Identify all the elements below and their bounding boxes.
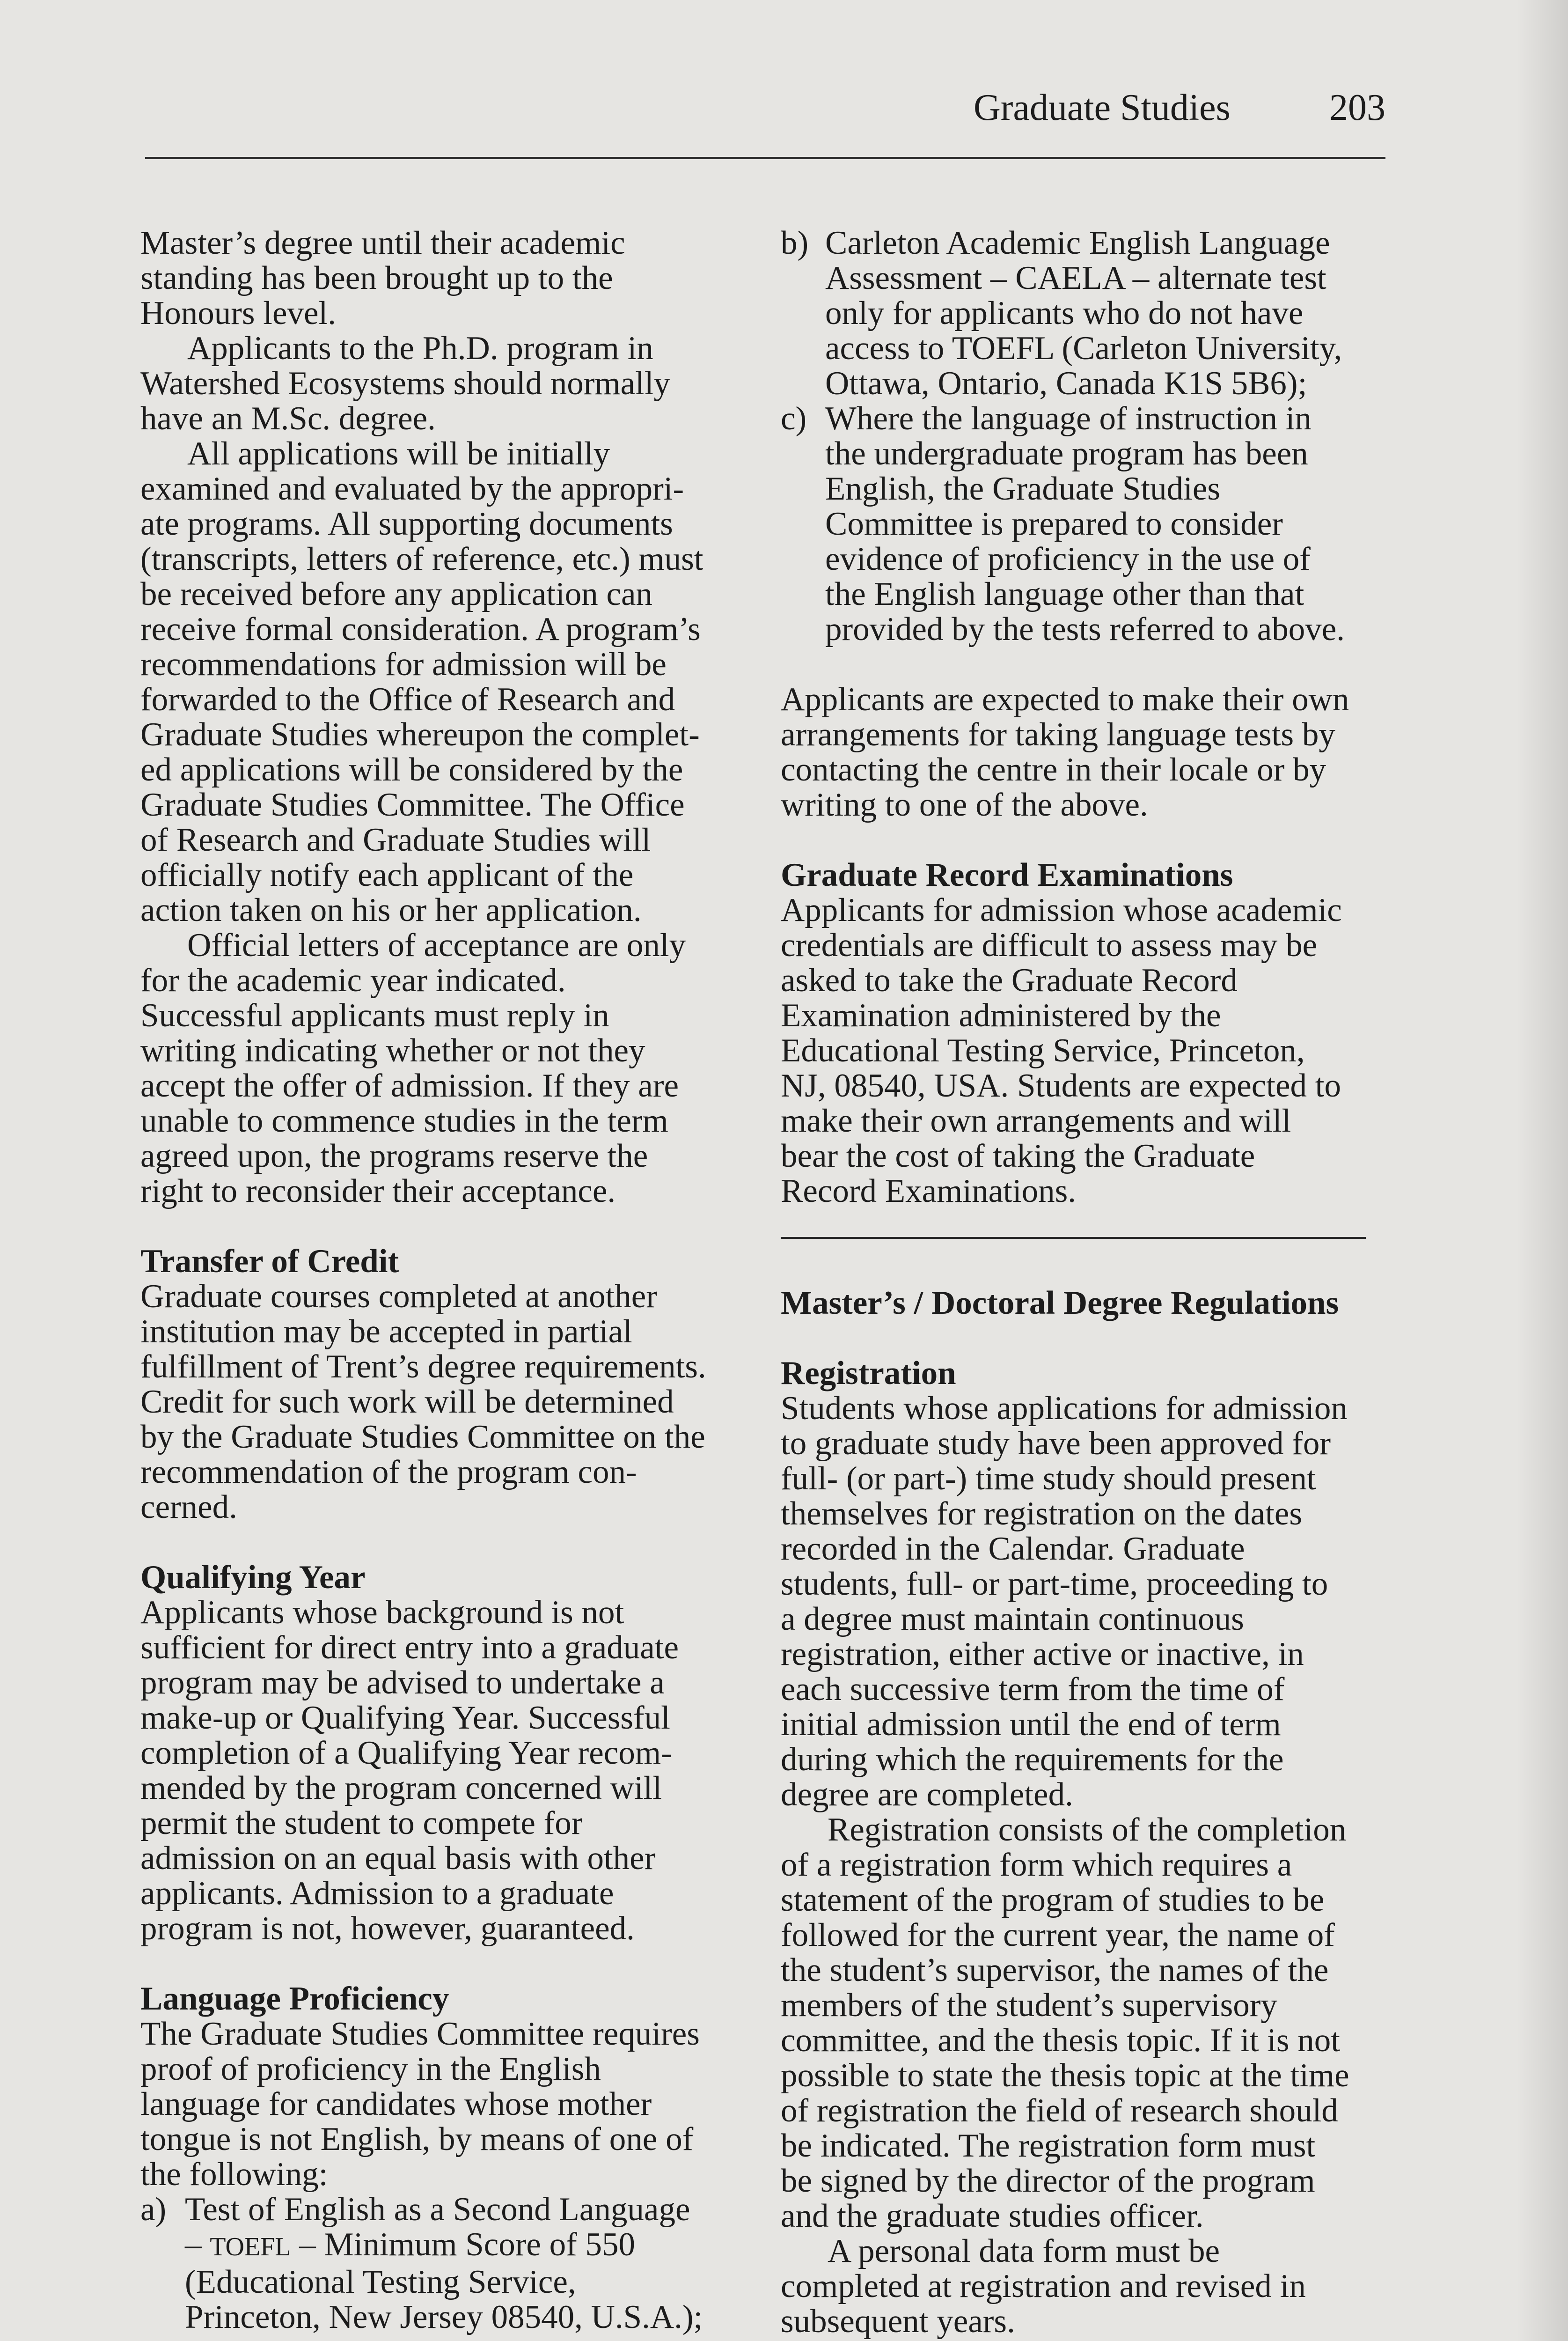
text-line: English, the Graduate Studies [825, 471, 1220, 507]
text-line: degree are completed. [781, 1776, 1073, 1813]
text-line: admission on an equal basis with other [140, 1840, 656, 1877]
left-column [140, 226, 725, 2335]
text-line: NJ, 08540, USA. Students are expected to [781, 1067, 1341, 1104]
text-line: only for applicants who do not have [825, 295, 1304, 331]
text-line: completed at registration and revised in [781, 2268, 1306, 2304]
text-line: forwarded to the Office of Research and [140, 681, 675, 718]
text-line: a degree must maintain continuous [781, 1601, 1244, 1637]
text-line: Master’s degree until their academic [140, 225, 625, 261]
personal-data-paragraph [781, 2234, 1389, 2339]
heading-qualifying-year: Qualifying Year [140, 1559, 366, 1596]
text-line: initial admission until the end of term [781, 1706, 1281, 1743]
text-line: be signed by the director of the program [781, 2163, 1315, 2199]
phd-paragraph [140, 331, 725, 436]
header-section-title: Graduate Studies [974, 87, 1231, 128]
list-marker: a) [140, 2191, 167, 2228]
list-marker: c) [781, 400, 807, 437]
admission-paragraph [140, 226, 725, 331]
text-line: Graduate courses completed at another [140, 1278, 657, 1315]
text-line: possible to state the thesis topic at the time [781, 2057, 1349, 2094]
text-line: Watershed Ecosystems should normally [140, 365, 671, 402]
text-line: full- (or part-) time study should present [781, 1460, 1316, 1497]
registration-paragraph [781, 1391, 1389, 1812]
text-line: tongue is not English, by means of one of [140, 2121, 694, 2157]
page-number: 203 [1329, 87, 1385, 128]
text-line: writing indicating whether or not they [140, 1032, 645, 1069]
text-line: The Graduate Studies Committee requires [140, 2016, 700, 2052]
evaluation-paragraph [140, 436, 725, 928]
text-line: Test of English as a Second Language [185, 2191, 690, 2228]
heading-language-proficiency: Language Proficiency [140, 1980, 449, 2017]
text-line: institution may be accepted in partial [140, 1313, 632, 1350]
text-line: subsequent years. [781, 2303, 1015, 2340]
text-line: Applicants to the Ph.D. program in [187, 330, 653, 367]
text-line: Committee is prepared to consider [825, 506, 1283, 542]
qualifying-paragraph [140, 1595, 725, 1946]
running-header [974, 84, 1385, 131]
text-line: the following: [140, 2156, 328, 2193]
text-line: Successful applicants must reply in [140, 997, 609, 1034]
text-line: applicants. Admission to a graduate [140, 1875, 614, 1912]
text-line: the student’s supervisor, the names of the [781, 1952, 1329, 1988]
text-line: asked to take the Graduate Record [781, 962, 1238, 999]
text-line: right to reconsider their acceptance. [140, 1173, 616, 1209]
text-line: provided by the tests referred to above. [825, 611, 1345, 648]
header-rule [145, 157, 1385, 159]
text-line: standing has been brought up to the [140, 260, 613, 296]
text-line: proof of proficiency in the English [140, 2051, 601, 2087]
list-marker: b) [781, 225, 809, 261]
page-edge-shadow [1517, 0, 1568, 2341]
text-line: (transcripts, letters of reference, etc.) must [140, 541, 703, 577]
text-line: ate programs. All supporting documents [140, 506, 673, 542]
text-line: Official letters of acceptance are only [187, 927, 686, 964]
text-line: for the academic year indicated. [140, 962, 566, 999]
heading-masters-doctoral-regulations: Master’s / Doctoral Degree Regulations [781, 1285, 1339, 1321]
text-line: to graduate study have been approved for [781, 1425, 1331, 1462]
text-line: Graduate Studies Committee. The Office [140, 787, 685, 823]
list-item [781, 401, 1389, 647]
text-line: receive formal consideration. A program’s [140, 611, 701, 648]
text-line: Registration consists of the completion [828, 1811, 1347, 1848]
heading-transfer-of-credit: Transfer of Credit [140, 1243, 399, 1280]
text-line: program is not, however, guaranteed. [140, 1910, 635, 1947]
text-line: of Research and Graduate Studies will [140, 822, 651, 858]
text-line: All applications will be initially [187, 435, 610, 472]
text-line: cerned. [140, 1489, 237, 1525]
text-line: be received before any application can [140, 576, 652, 612]
text-line: officially notify each applicant of the [140, 857, 634, 893]
registration-form-paragraph [781, 1812, 1389, 2234]
text-line: action taken on his or her application. [140, 892, 642, 928]
text-line: statement of the program of studies to be [781, 1882, 1325, 1918]
text-line: make their own arrangements and will [781, 1103, 1291, 1139]
heading-registration: Registration [781, 1355, 956, 1391]
language-paragraph [140, 2017, 725, 2192]
text-line: (Educational Testing Service, [185, 2264, 576, 2300]
text-line: by the Graduate Studies Committee on the [140, 1419, 705, 1455]
text-line: Princeton, New Jersey 08540, U.S.A.); [185, 2299, 703, 2335]
heading-graduate-record-examinations: Graduate Record Examinations [781, 857, 1233, 893]
text-line: completion of a Qualifying Year recom- [140, 1735, 672, 1771]
text-line: Examination administered by the [781, 997, 1221, 1034]
text-line: – TOEFL – Minimum Score of 550 [185, 2226, 636, 2263]
text-line: recommendation of the program con- [140, 1454, 637, 1490]
text-line: members of the student’s supervisory [781, 1987, 1277, 2024]
text-line: agreed upon, the programs reserve the [140, 1138, 648, 1174]
text-line: make-up or Qualifying Year. Successful [140, 1700, 670, 1736]
text-line: bear the cost of taking the Graduate [781, 1138, 1255, 1174]
right-column [781, 226, 1389, 2339]
text-line: during which the requirements for the [781, 1741, 1284, 1778]
text-line: have an M.Sc. degree. [140, 400, 436, 437]
text-line: recommendations for admission will be [140, 646, 667, 683]
text-line: Applicants are expected to make their own [781, 681, 1349, 718]
list-item [781, 226, 1389, 401]
text-line: mended by the program concerned will [140, 1770, 662, 1806]
text-line: of registration the field of research should [781, 2092, 1338, 2129]
text-line: registration, either active or inactive, in [781, 1636, 1304, 1672]
text-line: sufficient for direct entry into a graduate [140, 1629, 679, 1666]
text-line: permit the student to compete for [140, 1805, 583, 1841]
text-line: Students whose applications for admission [781, 1390, 1348, 1427]
text-line: themselves for registration on the dates [781, 1495, 1302, 1532]
text-line: Credit for such work will be determined [140, 1384, 674, 1420]
text-line: Record Examinations. [781, 1173, 1076, 1209]
acceptance-paragraph [140, 928, 725, 1209]
text-line: of a registration form which requires a [781, 1847, 1292, 1883]
text-line: the undergraduate program has been [825, 435, 1308, 472]
list-item [140, 2192, 725, 2335]
text-line: students, full- or part-time, proceeding to [781, 1566, 1328, 1602]
text-line: committee, and the thesis topic. If it is not [781, 2022, 1340, 2059]
text-line: contacting the centre in their locale or by [781, 751, 1326, 788]
text-line: access to TOEFL (Carleton University, [825, 330, 1342, 367]
text-line: followed for the current year, the name of [781, 1917, 1335, 1953]
text-line: credentials are difficult to assess may be [781, 927, 1318, 964]
text-line: and the graduate studies officer. [781, 2198, 1204, 2234]
text-line: Applicants for admission whose academic [781, 892, 1342, 928]
gre-paragraph [781, 893, 1389, 1209]
toefl-acronym: TOEFL [210, 2232, 291, 2261]
text-line: unable to commence studies in the term [140, 1103, 668, 1139]
text-line: language for candidates whose mother [140, 2086, 652, 2122]
text-line: A personal data form must be [828, 2233, 1220, 2269]
text-line: Ottawa, Ontario, Canada K1S 5B6); [825, 365, 1307, 402]
text-line: arrangements for taking language tests by [781, 716, 1335, 753]
text-line: Assessment – CAELA – alternate test [825, 260, 1326, 296]
text-line: each successive term from the time of [781, 1671, 1285, 1708]
text-line: writing to one of the above. [781, 787, 1148, 823]
text-line: fulfillment of Trent’s degree requirements. [140, 1348, 706, 1385]
text-line: program may be advised to undertake a [140, 1664, 665, 1701]
text-line: Educational Testing Service, Princeton, [781, 1032, 1305, 1069]
text-line: Where the language of instruction in [825, 400, 1312, 437]
text-line: accept the offer of admission. If they are [140, 1067, 679, 1104]
text-line: Graduate Studies whereupon the complet- [140, 716, 700, 753]
text-line: Honours level. [140, 295, 337, 331]
text-line: ed applications will be considered by the [140, 751, 683, 788]
text-line: examined and evaluated by the appropri- [140, 471, 684, 507]
language-tests-paragraph [781, 682, 1389, 823]
text-line: Carleton Academic English Language [825, 225, 1330, 261]
text-line: the English language other than that [825, 576, 1304, 612]
text-line: Applicants whose background is not [140, 1594, 624, 1631]
transfer-paragraph [140, 1279, 725, 1525]
text-line: recorded in the Calendar. Graduate [781, 1531, 1245, 1567]
text-line: be indicated. The registration form must [781, 2128, 1316, 2164]
text-line: evidence of proficiency in the use of [825, 541, 1311, 577]
